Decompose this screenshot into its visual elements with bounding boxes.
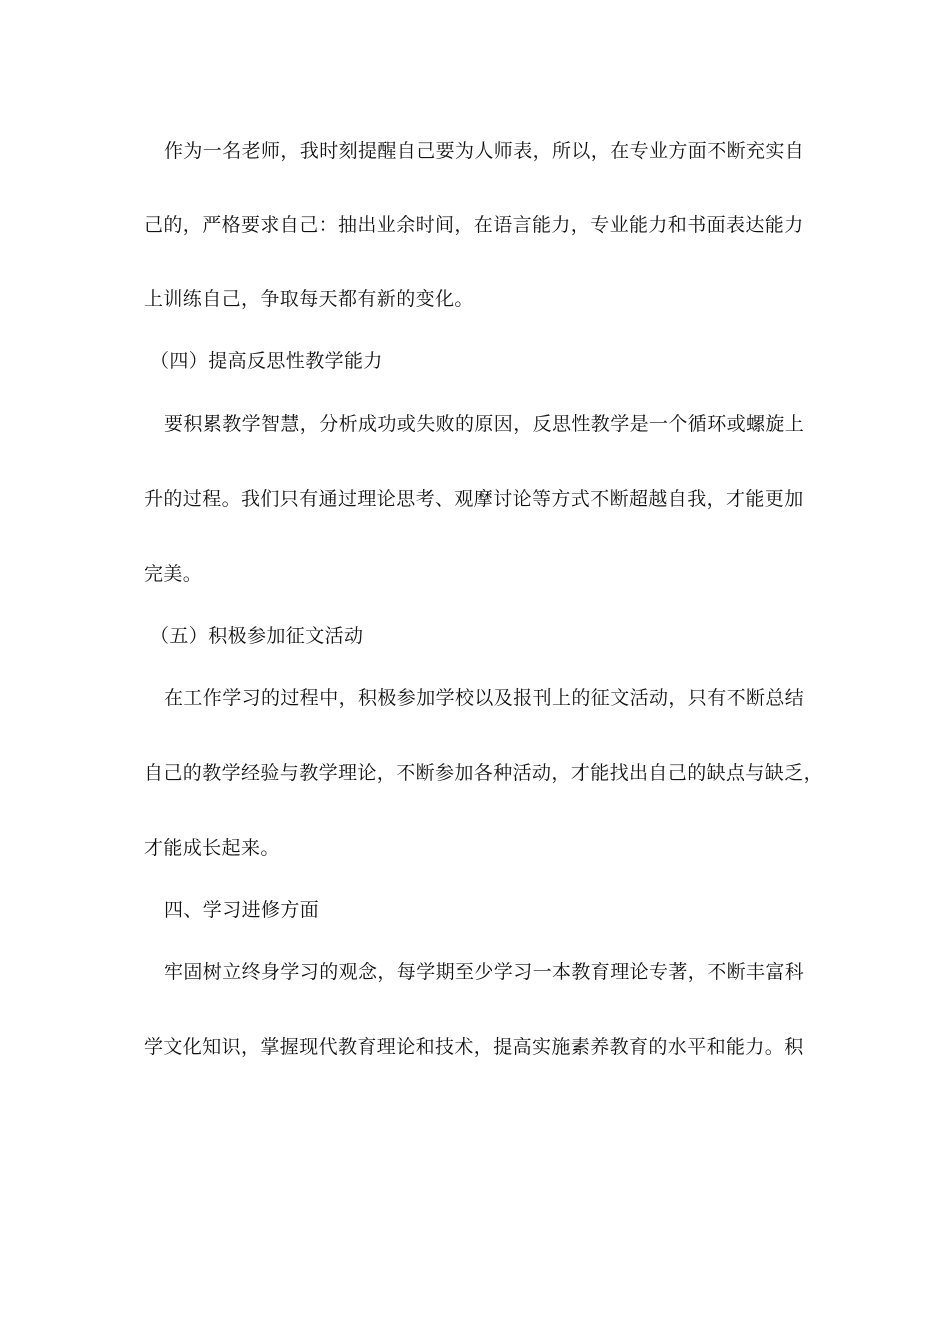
paragraph-line: 己的，严格要求自己：抽出业余时间，在语言能力，专业能力和书面表达能力 [144, 214, 804, 236]
paragraph-line: 完美。 [144, 563, 203, 585]
paragraph-line: 才能成长起来。 [144, 837, 280, 859]
paragraph-line: 自己的教学经验与教学理论，不断参加各种活动，才能找出自己的缺点与缺乏， [144, 762, 824, 784]
section-heading: （五）积极参加征文活动 [150, 625, 364, 647]
paragraph-line: 升的过程。我们只有通过理论思考、观摩讨论等方式不断超越自我，才能更加 [144, 488, 804, 510]
section-heading: （四）提高反思性教学能力 [150, 350, 383, 372]
paragraph-line: 牢固树立终身学习的观念，每学期至少学习一本教育理论专著，不断丰富科 [164, 961, 805, 983]
section-heading: 四、学习进修方面 [164, 899, 320, 921]
paragraph-line: 作为一名老师，我时刻提醒自己要为人师表，所以，在专业方面不断充实自 [164, 140, 805, 162]
paragraph-line: 上训练自己，争取每天都有新的变化。 [144, 288, 474, 310]
paragraph-line: 学文化知识，掌握现代教育理论和技术，提高实施素养教育的水平和能力。积 [144, 1036, 804, 1058]
paragraph-line: 在工作学习的过程中，积极参加学校以及报刊上的征文活动，只有不断总结 [164, 687, 805, 709]
paragraph-line: 要积累教学智慧，分析成功或失败的原因，反思性教学是一个循环或螺旋上 [164, 413, 805, 435]
